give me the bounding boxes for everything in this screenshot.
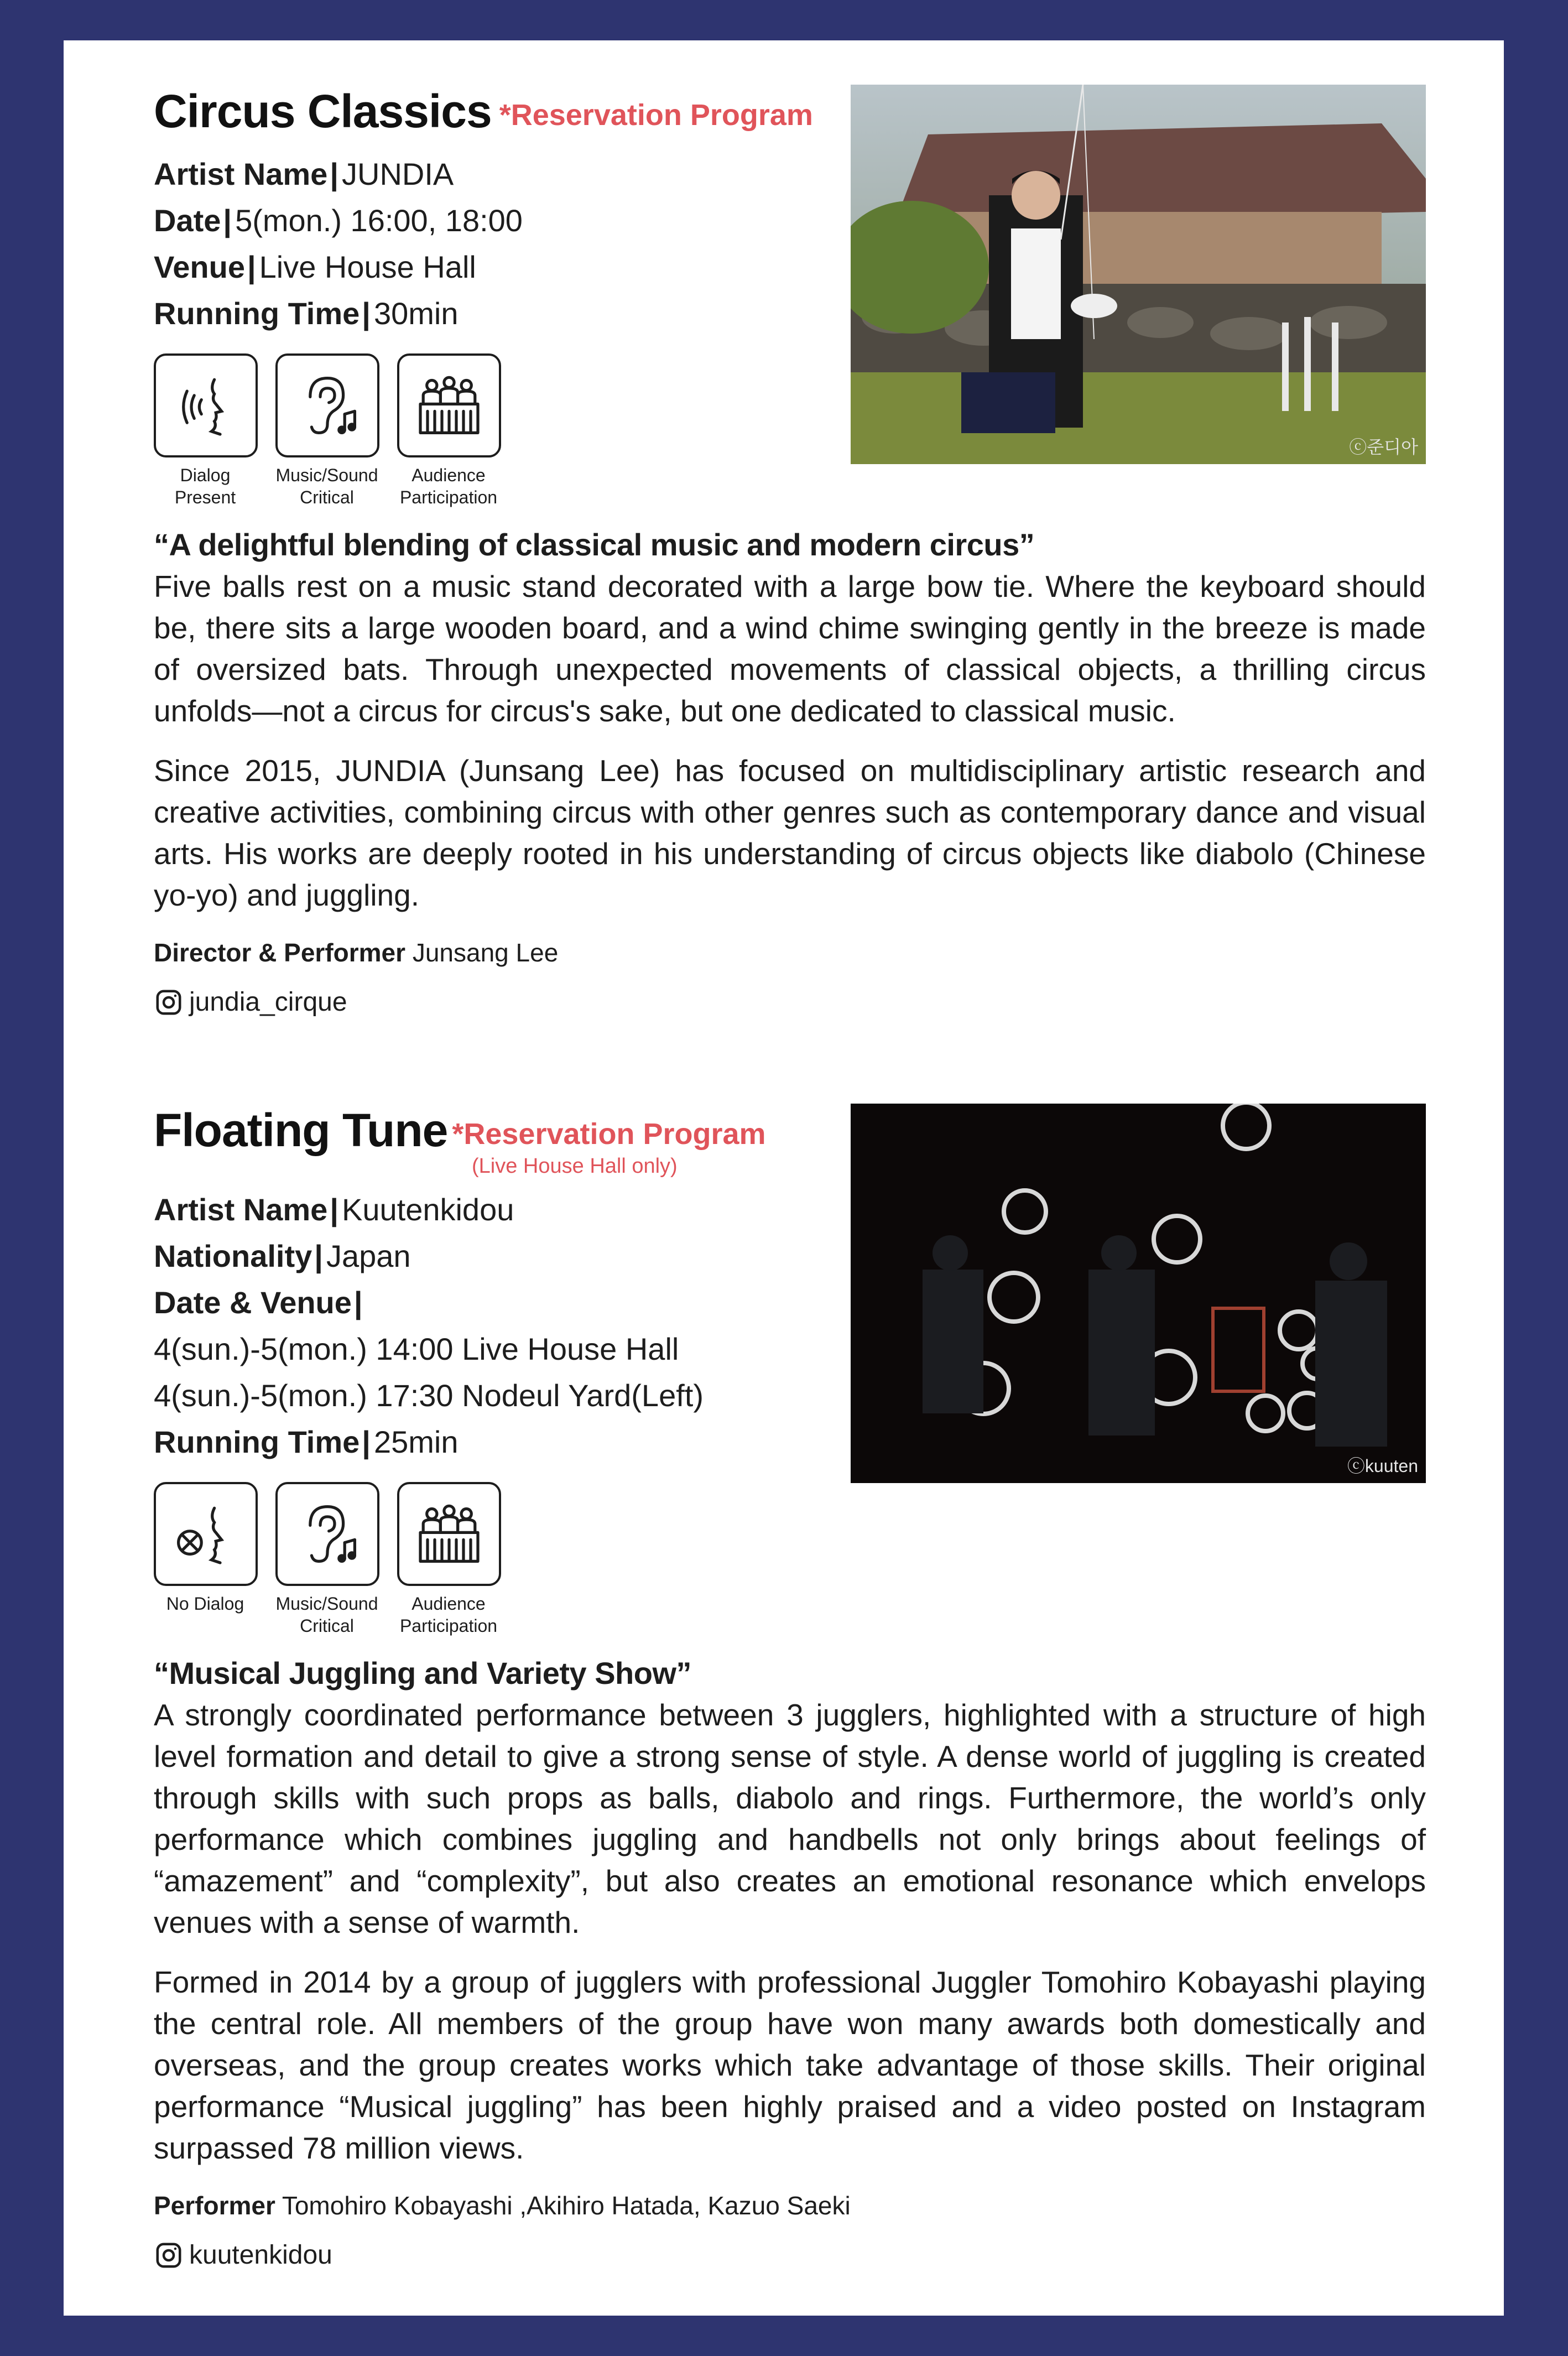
info-running-time: Running Time| 25min [154, 1424, 459, 1459]
icon-item [275, 353, 378, 508]
credit-value: Junsang Lee [412, 938, 559, 967]
accessibility-icons [154, 1482, 1426, 1637]
audience-participation-icon [397, 1482, 501, 1586]
credit-value: Tomohiro Kobayashi ,Akihiro Hatada, Kazuo Saeki [282, 2191, 851, 2220]
program-floating-tune [154, 1104, 1426, 2270]
audience-participation-icon [397, 353, 501, 457]
reservation-badge: *Reservation Program [499, 98, 813, 132]
program-tagline: “Musical Juggling and Variety Show” [154, 1656, 692, 1691]
program-page [64, 40, 1504, 2316]
credit-label: Performer [154, 2191, 275, 2220]
title-row [154, 1104, 1426, 1187]
icon-label: Audience Participation [399, 1594, 498, 1636]
title-row [154, 85, 1426, 145]
photo-credit: ⓒ준디아 [1349, 437, 1418, 457]
music-sound-critical-icon [275, 353, 379, 457]
instagram-handle[interactable] [154, 987, 1426, 1017]
no-dialog-icon [154, 1482, 258, 1586]
info-venue: Venue| Live House Hall [154, 249, 476, 284]
icon-item [397, 1482, 500, 1637]
info-running-time: Running Time| 30min [154, 296, 459, 331]
icon-label: No Dialog [166, 1594, 244, 1614]
description-paragraph: Five balls rest on a music stand decorated with a large bow tie. Where the keyboard should be, there sits a large wooden board, and a wind chime swinging gently in the breeze is made of oversized bats. Through unexpected movements of classical objects, a thrilling circus unfolds—not a circus for circus's sake, but one dedicated to classical music. [154, 569, 1426, 728]
icon-label: Audience Participation [399, 465, 498, 507]
dialog-present-icon [154, 353, 258, 457]
info-artist: Artist Name| Kuutenkidou [154, 1192, 514, 1227]
music-sound-critical-icon [275, 1482, 379, 1586]
info-schedule-line: 4(sun.)-5(mon.) 17:30 Nodeul Yard(Left) [154, 1378, 704, 1413]
credits [154, 935, 1426, 970]
program-title: Floating Tune [154, 1104, 448, 1156]
instagram-handle[interactable] [154, 2240, 1426, 2270]
instagram-name[interactable]: jundia_cirque [189, 987, 347, 1017]
reservation-note: (Live House Hall only) [472, 1154, 678, 1178]
icon-item [275, 1482, 378, 1637]
info-date-venue: Date & Venue| [154, 1285, 363, 1320]
icon-label: Music/Sound Critical [275, 465, 378, 507]
description-paragraph: A strongly coordinated performance between 3 jugglers, highlighted with a structure of high level formation and detail to give a strong sense of style. A dense world of juggling is created through skills with such props as balls, diabolo and rings. Furthermore, the world’s only performance which combines juggling and handbells not only brings about feelings of “amazement” and “complexity”, but also creates an emotional resonance which envelops venues with a sense of warmth. [154, 1698, 1426, 1939]
program-tagline: “A delightful blending of classical music and modern circus” [154, 527, 1035, 562]
info-artist: Artist Name| JUNDIA [154, 157, 454, 191]
artist-bio-paragraph: Formed in 2014 by a group of jugglers with professional Juggler Tomohiro Kobayashi playing the central role. All members of the group have won many awards both domestically and overseas, and the group creates works which take advantage of those skills. Their original performance “Musical juggling” has been highly praised and a video posted on Instagram surpassed 78 million views. [154, 1965, 1426, 2165]
icon-label: Dialog Present [174, 465, 236, 507]
icon-item [154, 1482, 257, 1637]
instagram-name[interactable]: kuutenkidou [189, 2240, 332, 2270]
instagram-icon [154, 2240, 184, 2270]
artist-bio-paragraph: Since 2015, JUNDIA (Junsang Lee) has focused on multidisciplinary artistic research and creative activities, combining circus with other genres such as contemporary dance and visual arts. His works are deeply rooted in his understanding of circus objects like diabolo (Chinese yo-yo) and juggling. [154, 753, 1426, 912]
instagram-icon [154, 987, 184, 1017]
info-nationality: Nationality| Japan [154, 1239, 411, 1273]
credits [154, 2188, 1426, 2223]
credit-label: Director & Performer [154, 938, 406, 967]
icon-label: Music/Sound Critical [275, 1594, 378, 1636]
icon-item [154, 353, 257, 508]
info-date: Date| 5(mon.) 16:00, 18:00 [154, 203, 523, 238]
photo-credit: ⓒkuuten [1347, 1456, 1418, 1476]
info-schedule-line: 4(sun.)-5(mon.) 14:00 Live House Hall [154, 1332, 679, 1366]
program-title: Circus Classics [154, 85, 492, 137]
program-circus-classics [154, 85, 1426, 1017]
icon-item [397, 353, 500, 508]
reservation-badge: *Reservation Program [452, 1117, 766, 1151]
